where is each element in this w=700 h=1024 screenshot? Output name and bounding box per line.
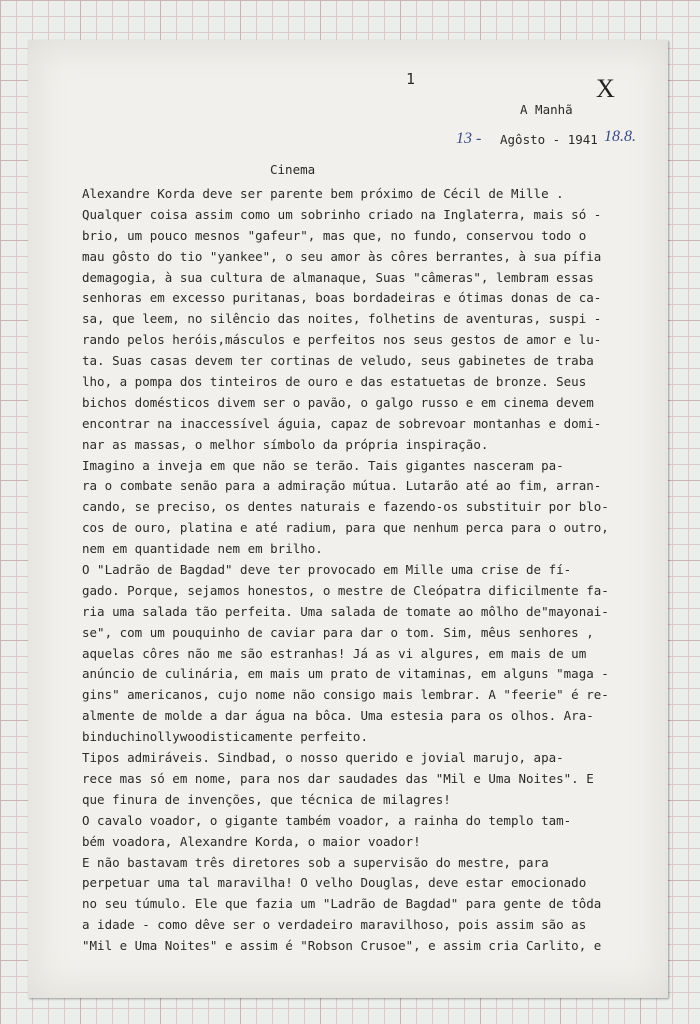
text-line: ra o combate senão para a admiração mútua. Lutarão até ao fim, arran- <box>82 478 602 494</box>
text-line: bém voadora, Alexandre Korda, o maior voador! <box>82 833 421 849</box>
page-number: 1 <box>406 70 416 88</box>
text-line: O cavalo voador, o gigante também voador, a rainha do templo tam- <box>82 812 572 828</box>
text-line: rando pelos heróis,másculos e perfeitos nos seus gestos de amor e lu- <box>82 332 602 348</box>
text-line: demagogia, à sua cultura de almanaque, Suas "câmeras", lembram essas <box>82 269 594 285</box>
text-line: binduchinollywoodisticamente perfeito. <box>82 729 368 745</box>
text-line: mau gôsto do tio "yankee", o seu amor às côres berrantes, à sua pífia <box>82 248 602 264</box>
text-line: sa, que leem, no silêncio das noites, folhetins de aventuras, suspi - <box>82 311 602 327</box>
text-line: gins" americanos, cujo nome não consigo mais lembrar. A "feerie" é re- <box>82 687 609 703</box>
text-line: Tipos admiráveis. Sindbad, o nosso querido e jovial marujo, apa- <box>82 750 564 766</box>
text-line: Imagino a inveja em que não se terão. Tais gigantes nasceram pa- <box>82 457 564 473</box>
text-line: que finura de invenções, que técnica de milagres! <box>82 791 451 807</box>
handwritten-note: 18.8. <box>604 128 636 145</box>
text-line: almente de molde a dar água na bôca. Uma estesia para os olhos. Ara- <box>82 708 594 724</box>
text-line: no seu túmulo. Ele que fazia um "Ladrão de Bagdad" para gente de tôda <box>82 896 602 912</box>
text-line: se", com um pouquinho de caviar para dar o tom. Sim, mêus senhores , <box>82 624 594 640</box>
text-line: senhoras em excesso puritanas, boas bordadeiras e ótimas donas de ca- <box>82 290 602 306</box>
text-line: ria uma salada tão perfeita. Uma salada de tomate ao môlho de"mayonai- <box>82 603 609 619</box>
text-line: brio, um pouco mesnos "gafeur", mas que, no fundo, conservou todo o <box>82 227 587 243</box>
text-line: anúncio de culinária, em mais um prato de vitaminas, em alguns "maga - <box>82 666 609 682</box>
text-line: Alexandre Korda deve ser parente bem próximo de Cécil de Mille . <box>82 186 564 201</box>
text-line: Qualquer coisa assim como um sobrinho criado na Inglaterra, mais só - <box>82 206 602 222</box>
text-line: nem em quantidade nem em brilho. <box>82 541 323 557</box>
text-line: rece mas só em nome, para nos dar saudades das "Mil e Uma Noites". E <box>82 770 594 786</box>
text-line: a idade - como dêve ser o verdadeiro maravilhoso, pois assim são as <box>82 917 587 933</box>
article-title: Cinema <box>270 162 316 177</box>
text-line: nar as massas, o melhor símbolo da própria inspiração. <box>82 436 489 452</box>
text-line: cos de ouro, platina e até radium, para que nenhum perca para o outro, <box>82 520 609 536</box>
text-line: perpetuar uma tal maravilha! O velho Douglas, deve estar emocionado <box>82 875 587 891</box>
typewritten-page <box>28 40 668 998</box>
handwritten-day: 13 - <box>456 130 482 147</box>
text-line: O "Ladrão de Bagdad" deve ter provocado em Mille uma crise de fí- <box>82 562 572 578</box>
text-line: "Mil e Uma Noites" e assim é "Robson Crusoe", e assim cria Carlito, e <box>82 938 602 954</box>
text-line: gado. Porque, sejamos honestos, o mestre de Cleópatra dificilmente fa- <box>82 582 609 598</box>
publication-date: Agôsto - 1941 <box>500 132 598 147</box>
text-line: cando, se preciso, os dentes naturais e fazendo-os substituir por blo- <box>82 499 609 515</box>
text-line: encontrar na inaccessível águia, capaz de sobrevoar montanhas e domi- <box>82 415 602 431</box>
text-line: bichos domésticos divem ser o pavão, o galgo russo e em cinema devem <box>82 394 594 410</box>
text-line: aquelas côres não me são estranhas! Já as vi algures, em mais de um <box>82 645 587 661</box>
text-line: ta. Suas casas devem ter cortinas de veludo, seus gabinetes de traba <box>82 353 594 369</box>
article-body <box>82 184 642 957</box>
newspaper-name: A Manhã <box>520 102 573 117</box>
text-line: E não bastavam três diretores sob a supervisão do mestre, para <box>82 854 549 870</box>
text-line: lho, a pompa dos tinteiros de ouro e das estatuetas de bronze. Seus <box>82 374 587 390</box>
handwritten-x-mark: X <box>596 74 615 103</box>
